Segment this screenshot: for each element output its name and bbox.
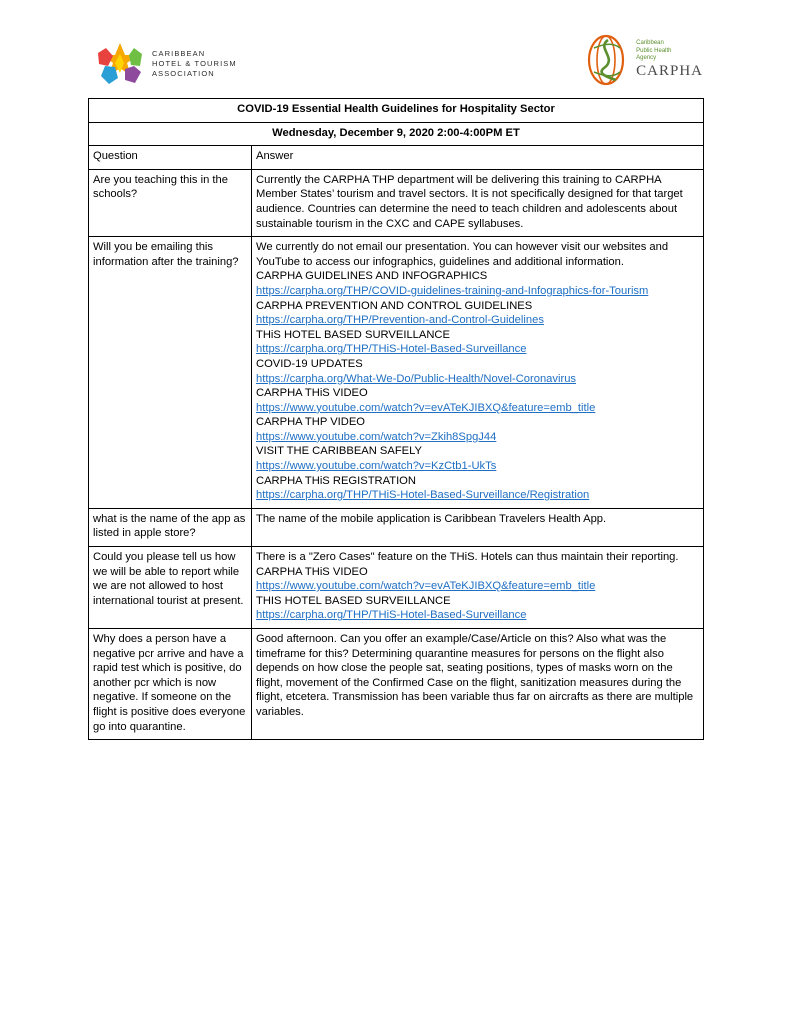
carpha-line-2: Public Health (636, 47, 672, 54)
answer-text: CARPHA THiS REGISTRATION (256, 474, 416, 487)
question-cell: Are you teaching this in the schools? (89, 169, 252, 236)
carpha-word: CARPHA (636, 62, 703, 79)
answer-text: THiS HOTEL BASED SURVEILLANCE (256, 328, 450, 341)
answer-text: CARPHA GUIDELINES AND INFOGRAPHICS (256, 270, 488, 283)
cha-line-1: CARIBBEAN (152, 49, 206, 58)
answer-link[interactable]: https://www.youtube.com/watch?v=evATeKJIBXQ&feature=emb_title (256, 401, 596, 414)
answer-cell (252, 237, 704, 509)
answer-text: We currently do not email our presentation. You can however visit our websites and YouTube to access our infographics, guidelines and additional information. (256, 241, 669, 268)
table-row (89, 508, 704, 546)
answer-text: CARPHA THiS VIDEO (256, 565, 368, 578)
answer-cell (252, 629, 704, 740)
answer-text: THIS HOTEL BASED SURVEILLANCE (256, 594, 451, 607)
carpha-line-1: Caribbean (636, 40, 664, 47)
answer-link[interactable]: https://carpha.org/THP/COVID-guidelines-training-and-Infographics-for-Tourism (256, 284, 649, 297)
caribbean-hotel-tourism-association-logo (96, 42, 237, 86)
carpha-wordmark (636, 40, 703, 80)
cha-line-3: ASSOCIATION (152, 69, 215, 78)
answer-text: CARPHA THP VIDEO (256, 416, 366, 429)
answer-text: Currently the CARPHA THP department will be delivering this training to CARPHA Member States’ tourism and travel sectors. It is not specifically designed for that target audience. Countries can determine the need to teach children and adolescents about sustainable tourism in the CXC and CAPE syllabuses. (256, 173, 683, 230)
answer-link[interactable]: https://carpha.org/THP/THiS-Hotel-Based-Surveillance (256, 609, 527, 622)
carpha-line-3: Agency (636, 55, 657, 62)
cha-star-icon (96, 42, 144, 86)
table-row (89, 547, 704, 629)
answer-cell (252, 547, 704, 629)
column-header-question: Question (89, 146, 252, 170)
cha-line-2: HOTEL & TOURISM (152, 59, 237, 68)
answer-text: COVID-19 UPDATES (256, 357, 363, 370)
answer-link[interactable]: https://carpha.org/THP/THiS-Hotel-Based-Surveillance/Registration (256, 489, 590, 502)
carpha-emblem-icon (586, 34, 630, 86)
column-header-answer: Answer (252, 146, 704, 170)
answer-link[interactable]: https://carpha.org/THP/THiS-Hotel-Based-Surveillance (256, 343, 527, 356)
carpha-logo (586, 34, 703, 86)
answer-cell (252, 169, 704, 236)
question-cell: Could you please tell us how we will be able to report while we are not allowed to host international tourist at present. (89, 547, 252, 629)
answer-text: CARPHA PREVENTION AND CONTROL GUIDELINES (256, 299, 533, 312)
answer-text: The name of the mobile application is Caribbean Travelers Health App. (256, 512, 607, 525)
logo-row (88, 34, 703, 96)
table-row (89, 629, 704, 740)
answer-link[interactable]: https://www.youtube.com/watch?v=Zkih8SpgJ44 (256, 430, 497, 443)
answer-link[interactable]: https://www.youtube.com/watch?v=evATeKJIBXQ&feature=emb_title (256, 580, 596, 593)
question-cell: Will you be emailing this information after the training? (89, 237, 252, 509)
document-title: COVID-19 Essential Health Guidelines for Hospitality Sector (89, 99, 704, 123)
answer-text: There is a "Zero Cases" feature on the THiS. Hotels can thus maintain their reporting. (256, 551, 679, 564)
table-row (89, 237, 704, 509)
document-subtitle: Wednesday, December 9, 2020 2:00-4:00PM ET (89, 122, 704, 146)
subtitle-row (89, 122, 704, 146)
answer-text: Good afternoon. Can you offer an example/Case/Article on this? Also what was the timeframe for this? Determining quarantine measures for persons on the flight also depends on how close the people sat, seating positions, types of masks worn on the flight, movement of the Confirmed Case on the flight, sanitization measures during the flight, etcetera. Transmission has been variable thus far on aircrafts as there are multiple variables. (256, 633, 694, 718)
answer-link[interactable]: https://www.youtube.com/watch?v=KzCtb1-UkTs (256, 460, 497, 473)
cha-wordmark (152, 49, 237, 79)
question-cell: Why does a person have a negative pcr arrive and have a rapid test which is positive, do another pcr which is now negative. If someone on the flight is positive does everyone go into quarantine. (89, 629, 252, 740)
answer-link[interactable]: https://carpha.org/What-We-Do/Public-Health/Novel-Coronavirus (256, 372, 577, 385)
table-header-row (89, 146, 704, 170)
table-row (89, 169, 704, 236)
answer-link[interactable]: https://carpha.org/THP/Prevention-and-Control-Guidelines (256, 314, 544, 327)
faq-table (88, 98, 704, 740)
answer-cell (252, 508, 704, 546)
answer-text: CARPHA THiS VIDEO (256, 387, 368, 400)
answer-text: VISIT THE CARIBBEAN SAFELY (256, 445, 422, 458)
question-cell: what is the name of the app as listed in apple store? (89, 508, 252, 546)
title-row (89, 99, 704, 123)
